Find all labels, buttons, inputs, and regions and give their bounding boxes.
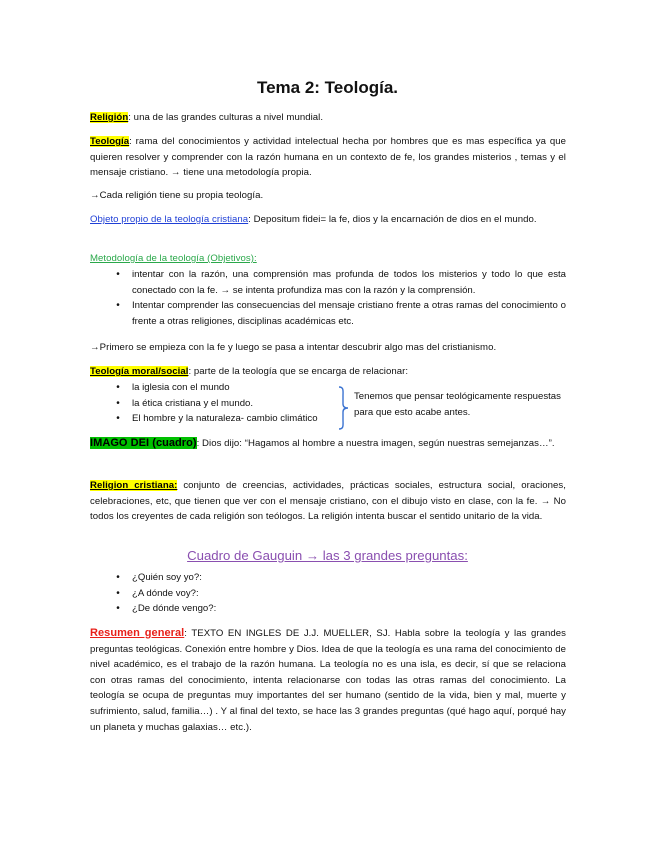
religion-text: : una de las grandes culturas a nivel mundial.	[128, 112, 324, 123]
bullet-icon: •	[116, 587, 120, 599]
imago-definition	[90, 436, 566, 452]
list-item: • El hombre y la naturaleza- cambio climático	[112, 411, 352, 427]
religion-cristiana-definition	[90, 478, 566, 525]
religion-term: Religión	[90, 112, 129, 123]
curly-brace-icon	[336, 386, 350, 430]
bullet-icon: •	[116, 300, 120, 312]
gauguin-heading-text: Cuadro de Gauguin → las 3 grandes preguntas:	[187, 548, 468, 563]
objeto-term: Objeto propio de la teología cristiana	[90, 214, 249, 225]
teologia-definition	[90, 134, 566, 181]
moral-definition	[90, 364, 566, 380]
imago-text: : Dios dijo: “Hagamos al hombre a nuestra imagen, según nuestras semejanzas…”.	[196, 438, 555, 449]
metodologia-heading	[90, 251, 566, 267]
objeto-text: : Depositum fidei= la fe, dios y la encarnación de dios en el mundo.	[248, 214, 537, 225]
list-item: • la ética cristiana y el mundo.	[112, 396, 352, 412]
bullet-icon: •	[116, 413, 120, 425]
resumen-definition	[90, 626, 566, 735]
gauguin-heading	[0, 548, 655, 563]
list-item: • ¿Quién soy yo?:	[112, 570, 412, 586]
imago-term: IMAGO DEI (cuadro)	[90, 437, 197, 449]
religion-cristiana-text: conjunto de creencias, actividades, prácticas sociales, estructura social, oraciones, celebraciones, etc, que tienen que ver con el mensaje cristiano, con el dibujo visto en clase, con la fe. → No todos los creyentes de cada religión son teólogos. La religión intenta buscar el sentido unitario de la vida.	[90, 480, 566, 523]
list-item: • intentar con la razón, una comprensión mas profunda de todos los misterios y todo lo que esta conectado con la fe. → se intenta profundiza mas con la razón y la comprensión.	[112, 267, 566, 298]
cada-religion-note: →Cada religión tiene su propia teología.	[90, 190, 264, 201]
gauguin-list	[112, 570, 412, 617]
teologia-term: Teología	[90, 136, 130, 147]
metodologia-heading-text: Metodología de la teología (Objetivos):	[90, 253, 257, 264]
bullet-icon: •	[116, 382, 120, 393]
objeto-definition	[90, 212, 566, 228]
moral-text: : parte de la teología que se encarga de relacionar:	[188, 366, 409, 377]
religion-definition	[90, 110, 566, 126]
list-item: • ¿De dónde vengo?:	[112, 601, 412, 617]
moral-list	[112, 380, 352, 427]
bullet-icon: •	[116, 603, 120, 615]
bullet-icon: •	[116, 269, 120, 280]
list-item: • Intentar comprender las consecuencias del mensaje cristiano frente a otras ramas del conocimiento o frente a otras religiones, disciplinas académicas etc.	[112, 298, 566, 329]
religion-cristiana-term: Religion cristiana:	[90, 480, 178, 491]
moral-term: Teología moral/social	[90, 366, 189, 377]
teologia-text: : rama del conocimientos y actividad intelectual hecha por hombres que es mas específica ya que quieren resolver y comprender con la razón humana en un contexto de fe, los grandes misterios , temas y el mensaje cristiano. → tiene una metodología propia.	[90, 136, 566, 179]
resumen-term: Resumen general	[90, 627, 185, 639]
metodologia-list	[112, 267, 566, 329]
list-item: • la iglesia con el mundo	[112, 380, 352, 396]
bullet-icon: •	[116, 572, 120, 583]
list-item: • ¿A dónde voy?:	[112, 586, 412, 602]
resumen-text: : TEXTO EN INGLES DE J.J. MUELLER, SJ. Habla sobre la teología y las grandes preguntas teológicas. Conexión entre hombre y Dios. Idea de que la teología es una rama del conocimiento de nivel académico, es el trabajo de la razón humana. La teología no es una isla, es decir, sí que se relaciona con otras ramas del conocimiento, intenta relacionarse con todas las otras ramas del conocimiento. La teología se ocupa de preguntas muy importantes del ser humano (sentido de la vida, bien y mal, muerte y sufrimiento, salud, familia…) . Y al final del texto, se hace las 3 grandes preguntas (qué hago aquí, porqué hay un planeta y muchas galaxias… etc.).	[90, 628, 566, 733]
brace-note: Tenemos que pensar teológicamente respuestas para que esto acabe antes.	[354, 391, 561, 418]
primero-note: →Primero se empieza con la fe y luego se pasa a intentar descubrir algo mas del cristianismo.	[90, 342, 497, 353]
bullet-icon: •	[116, 397, 120, 409]
page-title: Tema 2: Teología.	[256, 78, 399, 97]
